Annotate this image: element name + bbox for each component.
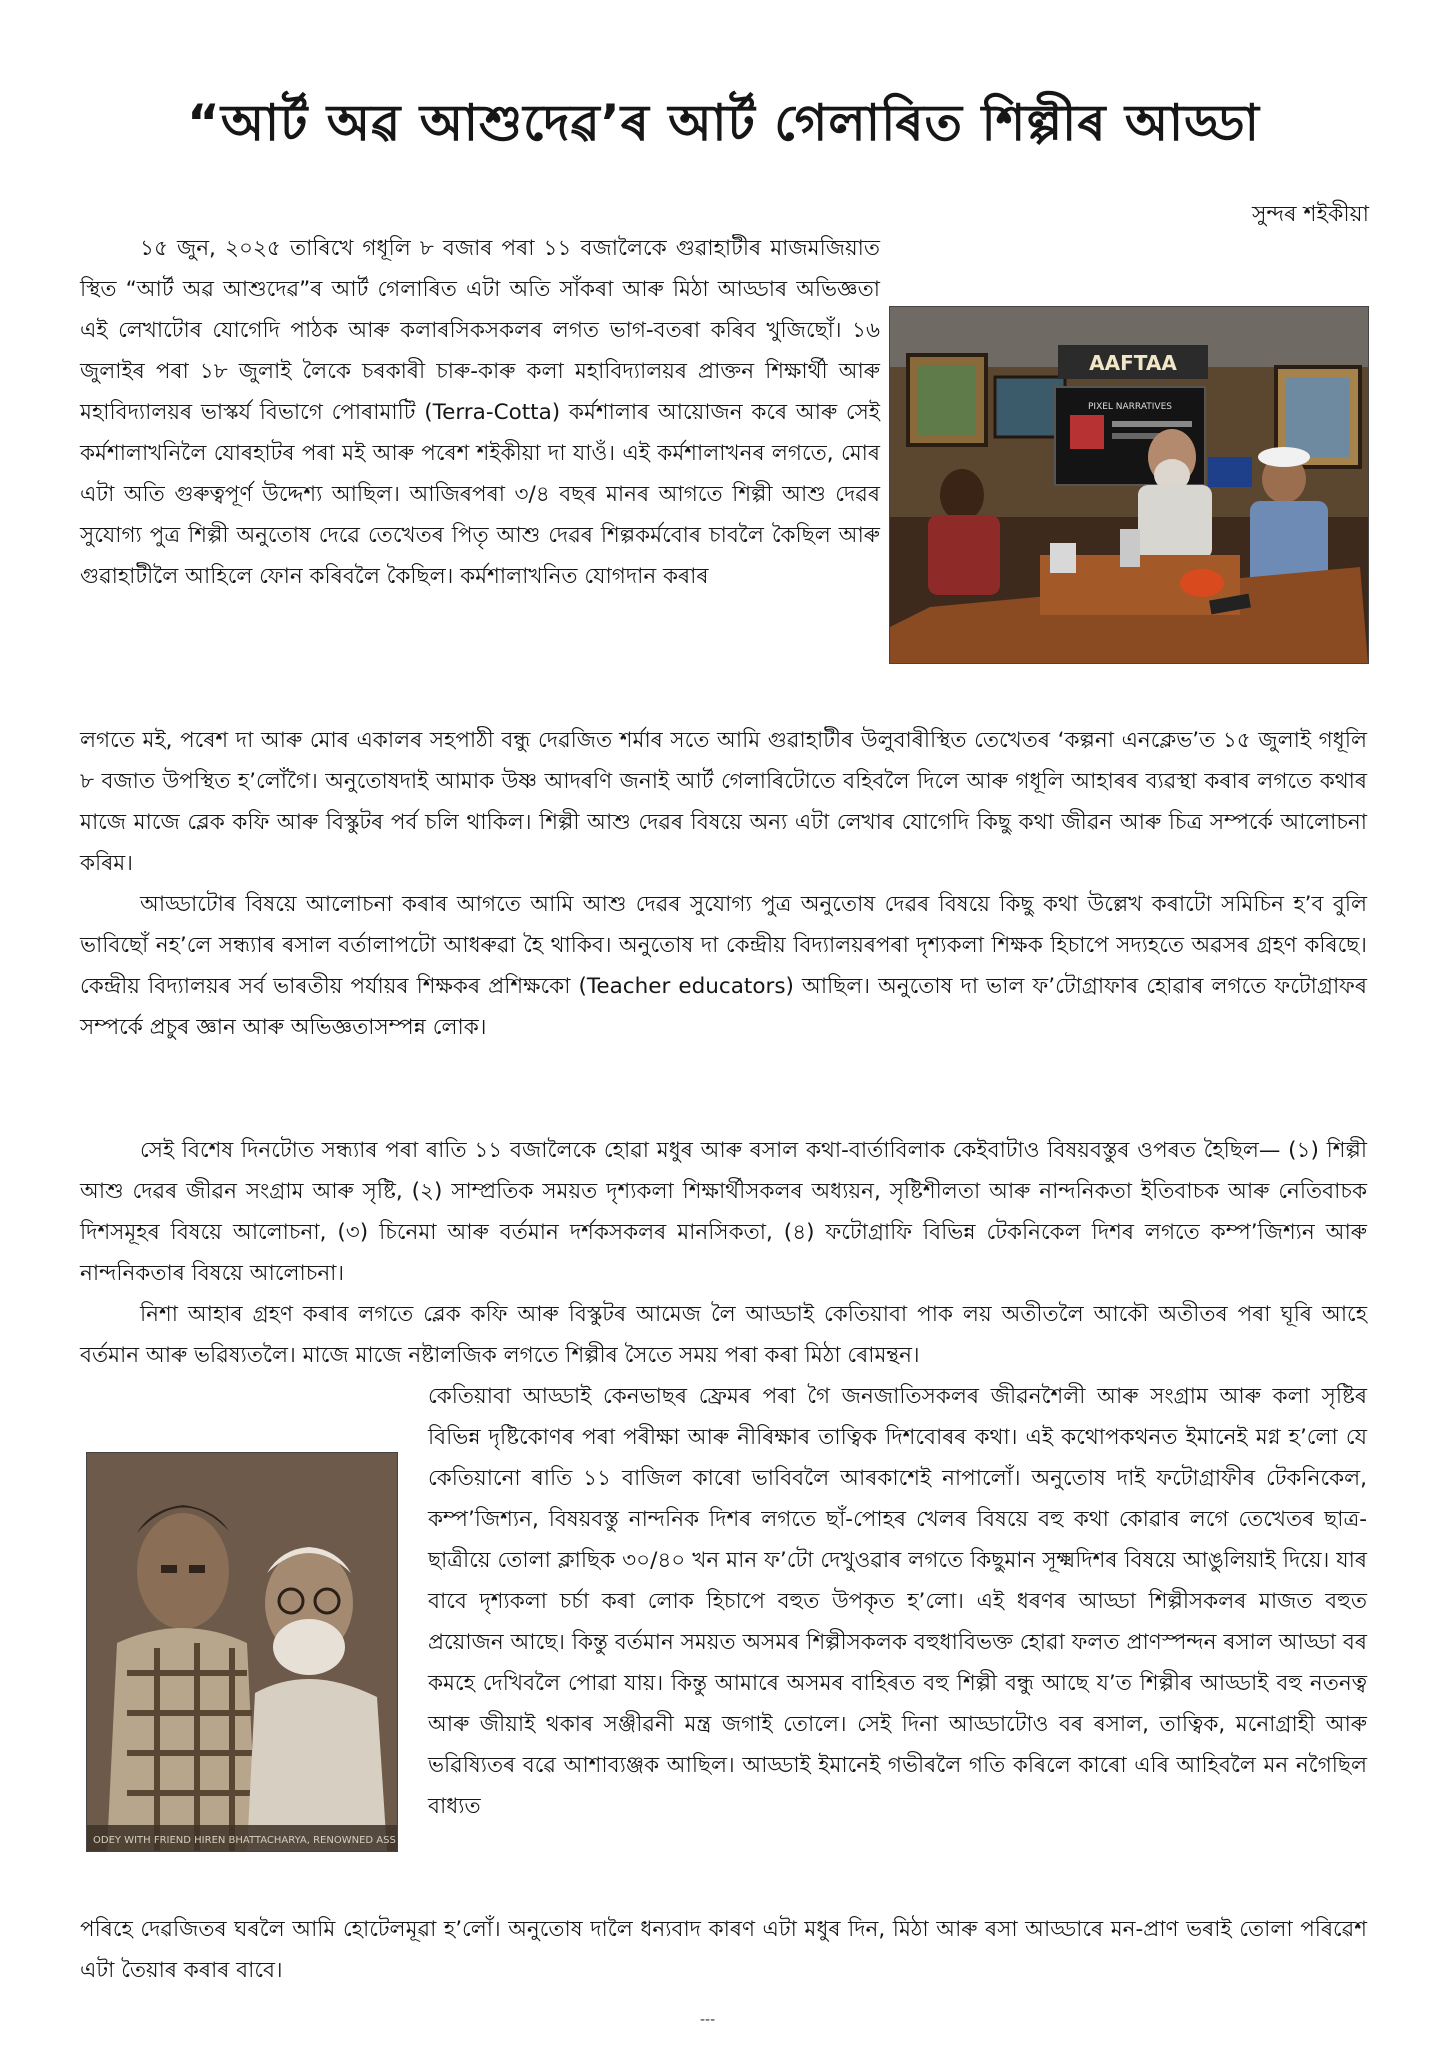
screen-banner-text: PIXEL NARRATIVES bbox=[1087, 402, 1173, 412]
paragraph-3: সেই বিশেষ দিনটোত সন্ধ্যাৰ পৰা ৰাতি ১১ বজালৈকে হোৱা মধুৰ আৰু ৰসাল কথা-বাৰ্তাবিলাক কেইবাটাও বিষয়বস্তুৰ ওপৰত হৈছিল— (১) শিল্পী আশু দেৱৰ জীৱন সংগ্ৰাম আৰু সৃষ্টি, (২) সাম্প্ৰতিক সময়ত দৃশ্যকলা শিক্ষাৰ্থীসকলৰ অধ্যয়ন, সৃষ্টিশীলতা আৰু নান্দনিকতা ইতিবাচক আৰু নেতিবাচক দিশসমূহৰ বিষয়ে আলোচনা, (৩) চিনেমা আৰু বৰ্তমান দৰ্শকসকলৰ মানসিকতা, (৪) ফটোগ্ৰাফি বিভিন্ন টেকনিকেল দিশৰ লগতে কম্প’জিশ্যন আৰু নান্দনিকতাৰ বিষয়ে আলোচনা। bbox=[80, 1138, 1367, 1286]
paragraph-6: পৰিহে দেৱজিতৰ ঘৰলৈ আমি হোটেলমূৱা হ’লোঁ। অনুতোষ দালৈ ধন্যবাদ কাৰণ এটা মধুৰ দিন, মিঠা আৰু ৰসা আড্ডাৰে মন-প্ৰাণ ভৰাই তোলা পৰিৱেশ এটা তৈয়াৰ কৰাৰ বাবে। bbox=[80, 1917, 1367, 1983]
gallery-adda-photo bbox=[889, 306, 1369, 664]
article-title: “আৰ্ট অৱ আশুদেৱ’ৰ আৰ্ট গেলাৰিত শিল্পীৰ আড্ডা bbox=[186, 94, 1261, 152]
paragraph-2: আড্ডাটোৰ বিষয়ে আলোচনা কৰাৰ আগতে আমি আশু দেৱৰ সুযোগ্য পুত্ৰ অনুতোষ দেৱৰ বিষয়ে কিছু কথা উল্লেখ কৰাটো সমিচিন হ’ব বুলি ভাবিছোঁ নহ’লে সন্ধ্যাৰ ৰসাল বৰ্তালাপটো আধৰুৱা হৈ থাকিব। অনুতোষ দা কেন্দ্ৰীয় বিদ্যালয়ৰপৰা দৃশ্যকলা শিক্ষক হিচাপে সদ্যহতে অৱসৰ গ্ৰহণ কৰিছে। কেন্দ্ৰীয় বিদ্যালয়ৰ সৰ্ব ভাৰতীয় পৰ্যায়ৰ শিক্ষকৰ প্ৰশিক্ষকো (Teacher educators) আছিল। অনুতোষ দা ভাল ফ’টোগ্ৰাফাৰ হোৱাৰ লগতে ফটোগ্ৰাফৰ সম্পৰ্কে প্ৰচুৰ জ্ঞান আৰু অভিজ্ঞতাসম্পন্ন লোক। bbox=[80, 892, 1367, 1040]
author-name: সুন্দৰ শইকীয়া bbox=[1251, 202, 1369, 227]
page-footer-mark: --- bbox=[700, 2012, 716, 2028]
paragraph-1-continued: লগতে মই, পৰেশ দা আৰু মোৰ একালৰ সহপাঠী বন্ধু দেৱজিত শৰ্মাৰ সতে আমি গুৱাহাটীৰ উলুবাৰীস্থিত তেখেতৰ ‘কল্পনা এনক্লেভ’ত ১৫ জুলাই গধূলি ৮ বজাত উপস্থিত হ’লোঁগৈ। অনুতোষদাই আমাক উষ্ণ আদৰণি জনাই আৰ্ট গেলাৰিটোতে বহিবলৈ দিলে আৰু গধূলি আহাৰৰ ব্যৱস্থা কৰাৰ লগতে কথাৰ মাজে মাজে ব্লেক কফি আৰু বিস্কুটৰ পৰ্ব চলি থাকিল। শিল্পী আশু দেৱৰ বিষয়ে অন্য এটা লেখাৰ যোগেদি কিছু কথা জীৱন আৰু চিত্ৰ সম্পৰ্কে আলোচনা কৰিম। bbox=[80, 728, 1367, 876]
paragraph-5: কেতিয়াবা আড্ডাই কেনভাছৰ ফ্ৰেমৰ পৰা গৈ জনজাতিসকলৰ জীৱনশৈলী আৰু সংগ্ৰাম আৰু কলা সৃষ্টিৰ বিভিন্ন দৃষ্টিকোণৰ পৰা পৰীক্ষা আৰু নীৰিক্ষাৰ তাত্বিক দিশবোৰৰ কথা। এই কথোপকথনত ইমানেই মগ্ন হ’লো যে কেতিয়ানো ৰাতি ১১ বাজিল কাৰো ভাবিবলৈ আৰকাশেই নাপালোঁ। অনুতোষ দাই ফটোগ্ৰাফীৰ টেকনিকেল, কম্প’জিশ্যন, বিষয়বস্তু নান্দনিক দিশৰ লগতে ছাঁ-পোহৰ খেলৰ বিষয়ে বহু কথা কোৱাৰ লগে তেখেতৰ ছাত্ৰ-ছাত্ৰীয়ে তোলা ক্লাছিক ৩০/৪০ খন মান ফ’টো দেখুওৱাৰ লগতে কিছুমান সূক্ষ্মদিশৰ বিষয়ে আঙুলিয়াই দিয়ে। যাৰ বাবে দৃশ্যকলা চৰ্চা কৰা লোক হিচাপে বহুত উপকৃত হ’লো। এই ধৰণৰ আড্ডা শিল্পীসকলৰ মাজত বহুত প্ৰয়োজন আছে। কিন্তু বৰ্তমান সময়ত অসমৰ শিল্পীসকলক বহুধাবিভক্ত হোৱা ফলত প্ৰাণস্পন্দন ৰসাল আড্ডা বৰ কমহে দেখিবলৈ পোৱা যায়। কিন্তু আমাৰে অসমৰ বাহিৰত বহু শিল্পী বন্ধু আছে য’ত শিল্পীৰ আড্ডাই বহু নতনত্ব আৰু জীয়াই থকাৰ সঞ্জীৱনী মন্ত্ৰ জগাই তোলে। সেই দিনা আড্ডাটোও বৰ ৰসাল, তাত্বিক, মনোগ্ৰাহী আৰু ভৱিষ্যিতৰ বৱে আশাব্যঞ্জক আছিল। আড্ডাই ইমানেই গভীৰলৈ গতি কৰিলে কাৰো এৰি আহিবলৈ মন নগৈছিল বাধ্যত bbox=[428, 1384, 1367, 1819]
portrait-caption: ODEY WITH FRIEND HIREN BHATTACHARYA, RENOWNED ASS bbox=[93, 1835, 396, 1846]
paragraph-1: ১৫ জুন, ২০২৫ তাৰিখে গধূলি ৮ বজাৰ পৰা ১১ বজালৈকে গুৱাহাটীৰ মাজমজিয়াত স্থিত “আৰ্ট অৱ আশুদেৱ”ৰ আৰ্ট গেলাৰিত এটা অতি সাঁকৰা আৰু মিঠা আড্ডাৰ অভিজ্ঞতা এই লেখাটোৰ যোগেদি পাঠক আৰু কলাৰসিকসকলৰ লগত ভাগ-বতৰা কৰিব খুজিছোঁ। ১৬ জুলাইৰ পৰা ১৮ জুলাই লৈকে চৰকাৰী চাৰু-কাৰু কলা মহাবিদ্যালয়ৰ প্ৰাক্তন শিক্ষাৰ্থী আৰু মহাবিদ্যালয়ৰ ভাস্কৰ্য বিভাগে পোৰামাটি (Terra-Cotta) কৰ্মশালাৰ আয়োজন কৰে আৰু সেই কৰ্মশালাখনিলৈ যোৰহাটৰ পৰা মই আৰু পৰেশ শইকীয়া দা যাওঁ। এই কৰ্মশালাখনৰ লগতে, মোৰ এটা অতি গুৰুত্বপূৰ্ণ উদ্দেশ্য আছিল। আজিৰপৰা ৩/৪ বছৰ মানৰ আগতে শিল্পী আশু দেৱৰ সুযোগ্য পুত্ৰ শিল্পী অনুতোষ দেৱে তেখেতৰ পিতৃ আশু দেৱৰ শিল্পকৰ্মবোৰ চাবলৈ কৈছিল আৰু গুৱাহাটীলৈ আহিলে ফোন কৰিবলৈ কৈছিল। কৰ্মশালাখনিত যোগদান কৰাৰ bbox=[80, 236, 880, 589]
aaftaa-sign-text: AAFTAA bbox=[1089, 351, 1177, 375]
artist-portrait-photo bbox=[86, 1452, 398, 1852]
paragraph-4: নিশা আহাৰ গ্ৰহণ কৰাৰ লগতে ব্লেক কফি আৰু বিস্কুটৰ আমেজ লৈ আড্ডাই কেতিয়াবা পাক লয় অতীতলৈ আকৌ অতীতৰ পৰা ঘূৰি আহে বৰ্তমান আৰু ভৱিষ্যতলৈ। মাজে মাজে নষ্টালজিক লগতে শিল্পীৰ সৈতে সময় পৰা কৰা মিঠা ৰোমন্থন। bbox=[80, 1302, 1367, 1368]
